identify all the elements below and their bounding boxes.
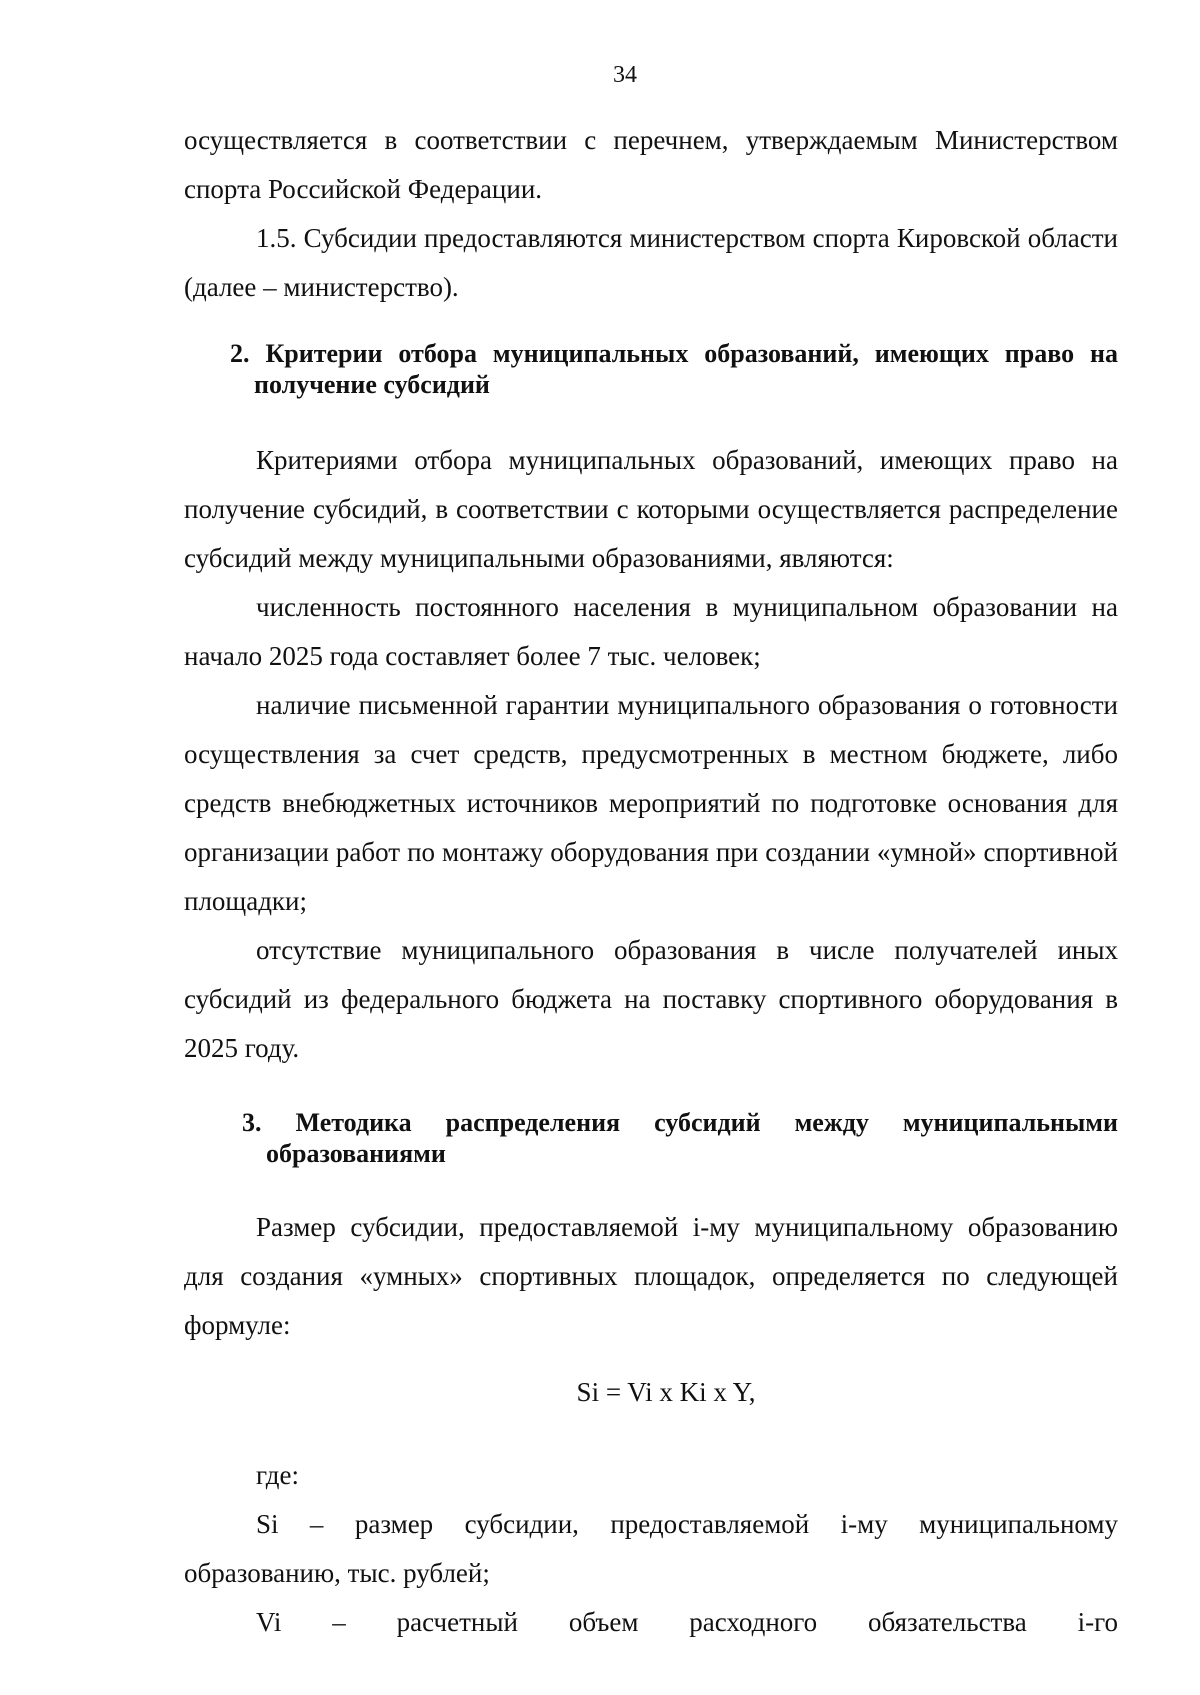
definition-vi: Vi – расчетный объем расходного обязательства i-го	[256, 1607, 1118, 1637]
definition-si: Si – размер субсидии, предоставляемой i-му муниципальному образованию, тыс. рублей;	[184, 1509, 1118, 1588]
formula-where-label: где:	[256, 1460, 299, 1490]
paragraph-1-5: 1.5. Субсидии предоставляются министерством спорта Кировской области (далее – министерство).	[184, 223, 1118, 302]
paragraph-subsidy-size: Размер субсидии, предоставляемой i-му муниципальному образованию для создания «умных» спортивных площадок, определяется по следующей формуле:	[184, 1212, 1118, 1340]
formula: Si = Vi x Ki x Y,	[576, 1377, 756, 1407]
paragraph-criterion-population: численность постоянного населения в муниципальном образовании на начало 2025 года составляет более 7 тыс. человек;	[184, 592, 1118, 671]
page-body	[184, 116, 1118, 1647]
paragraph-criterion-no-other-subsidies: отсутствие муниципального образования в числе получателей иных субсидий из федерального бюджета на поставку спортивного оборудования в 2025 году.	[184, 935, 1118, 1063]
page-number: 34	[613, 62, 637, 88]
paragraph-criteria-intro: Критериями отбора муниципальных образований, имеющих право на получение субсидий, в соответствии с которыми осуществляется распределение субсидий между муниципальными образованиями, являются:	[184, 445, 1118, 573]
paragraph-criterion-guarantee: наличие письменной гарантии муниципального образования о готовности осуществления за счет средств, предусмотренных в местном бюджете, либо средств внебюджетных источников мероприятий по подготовке основания для организации работ по монтажу оборудования при создании «умной» спортивной площадки;	[184, 690, 1118, 916]
paragraph-continuation: осуществляется в соответствии с перечнем, утверждаемым Министерством спорта Российской Федерации.	[184, 125, 1118, 204]
section-heading-3: 3. Методика распределения субсидий между муниципальными образованиями	[242, 1108, 1118, 1168]
section-heading-2: 2. Критерии отбора муниципальных образований, имеющих право на получение субсидий	[230, 339, 1118, 399]
